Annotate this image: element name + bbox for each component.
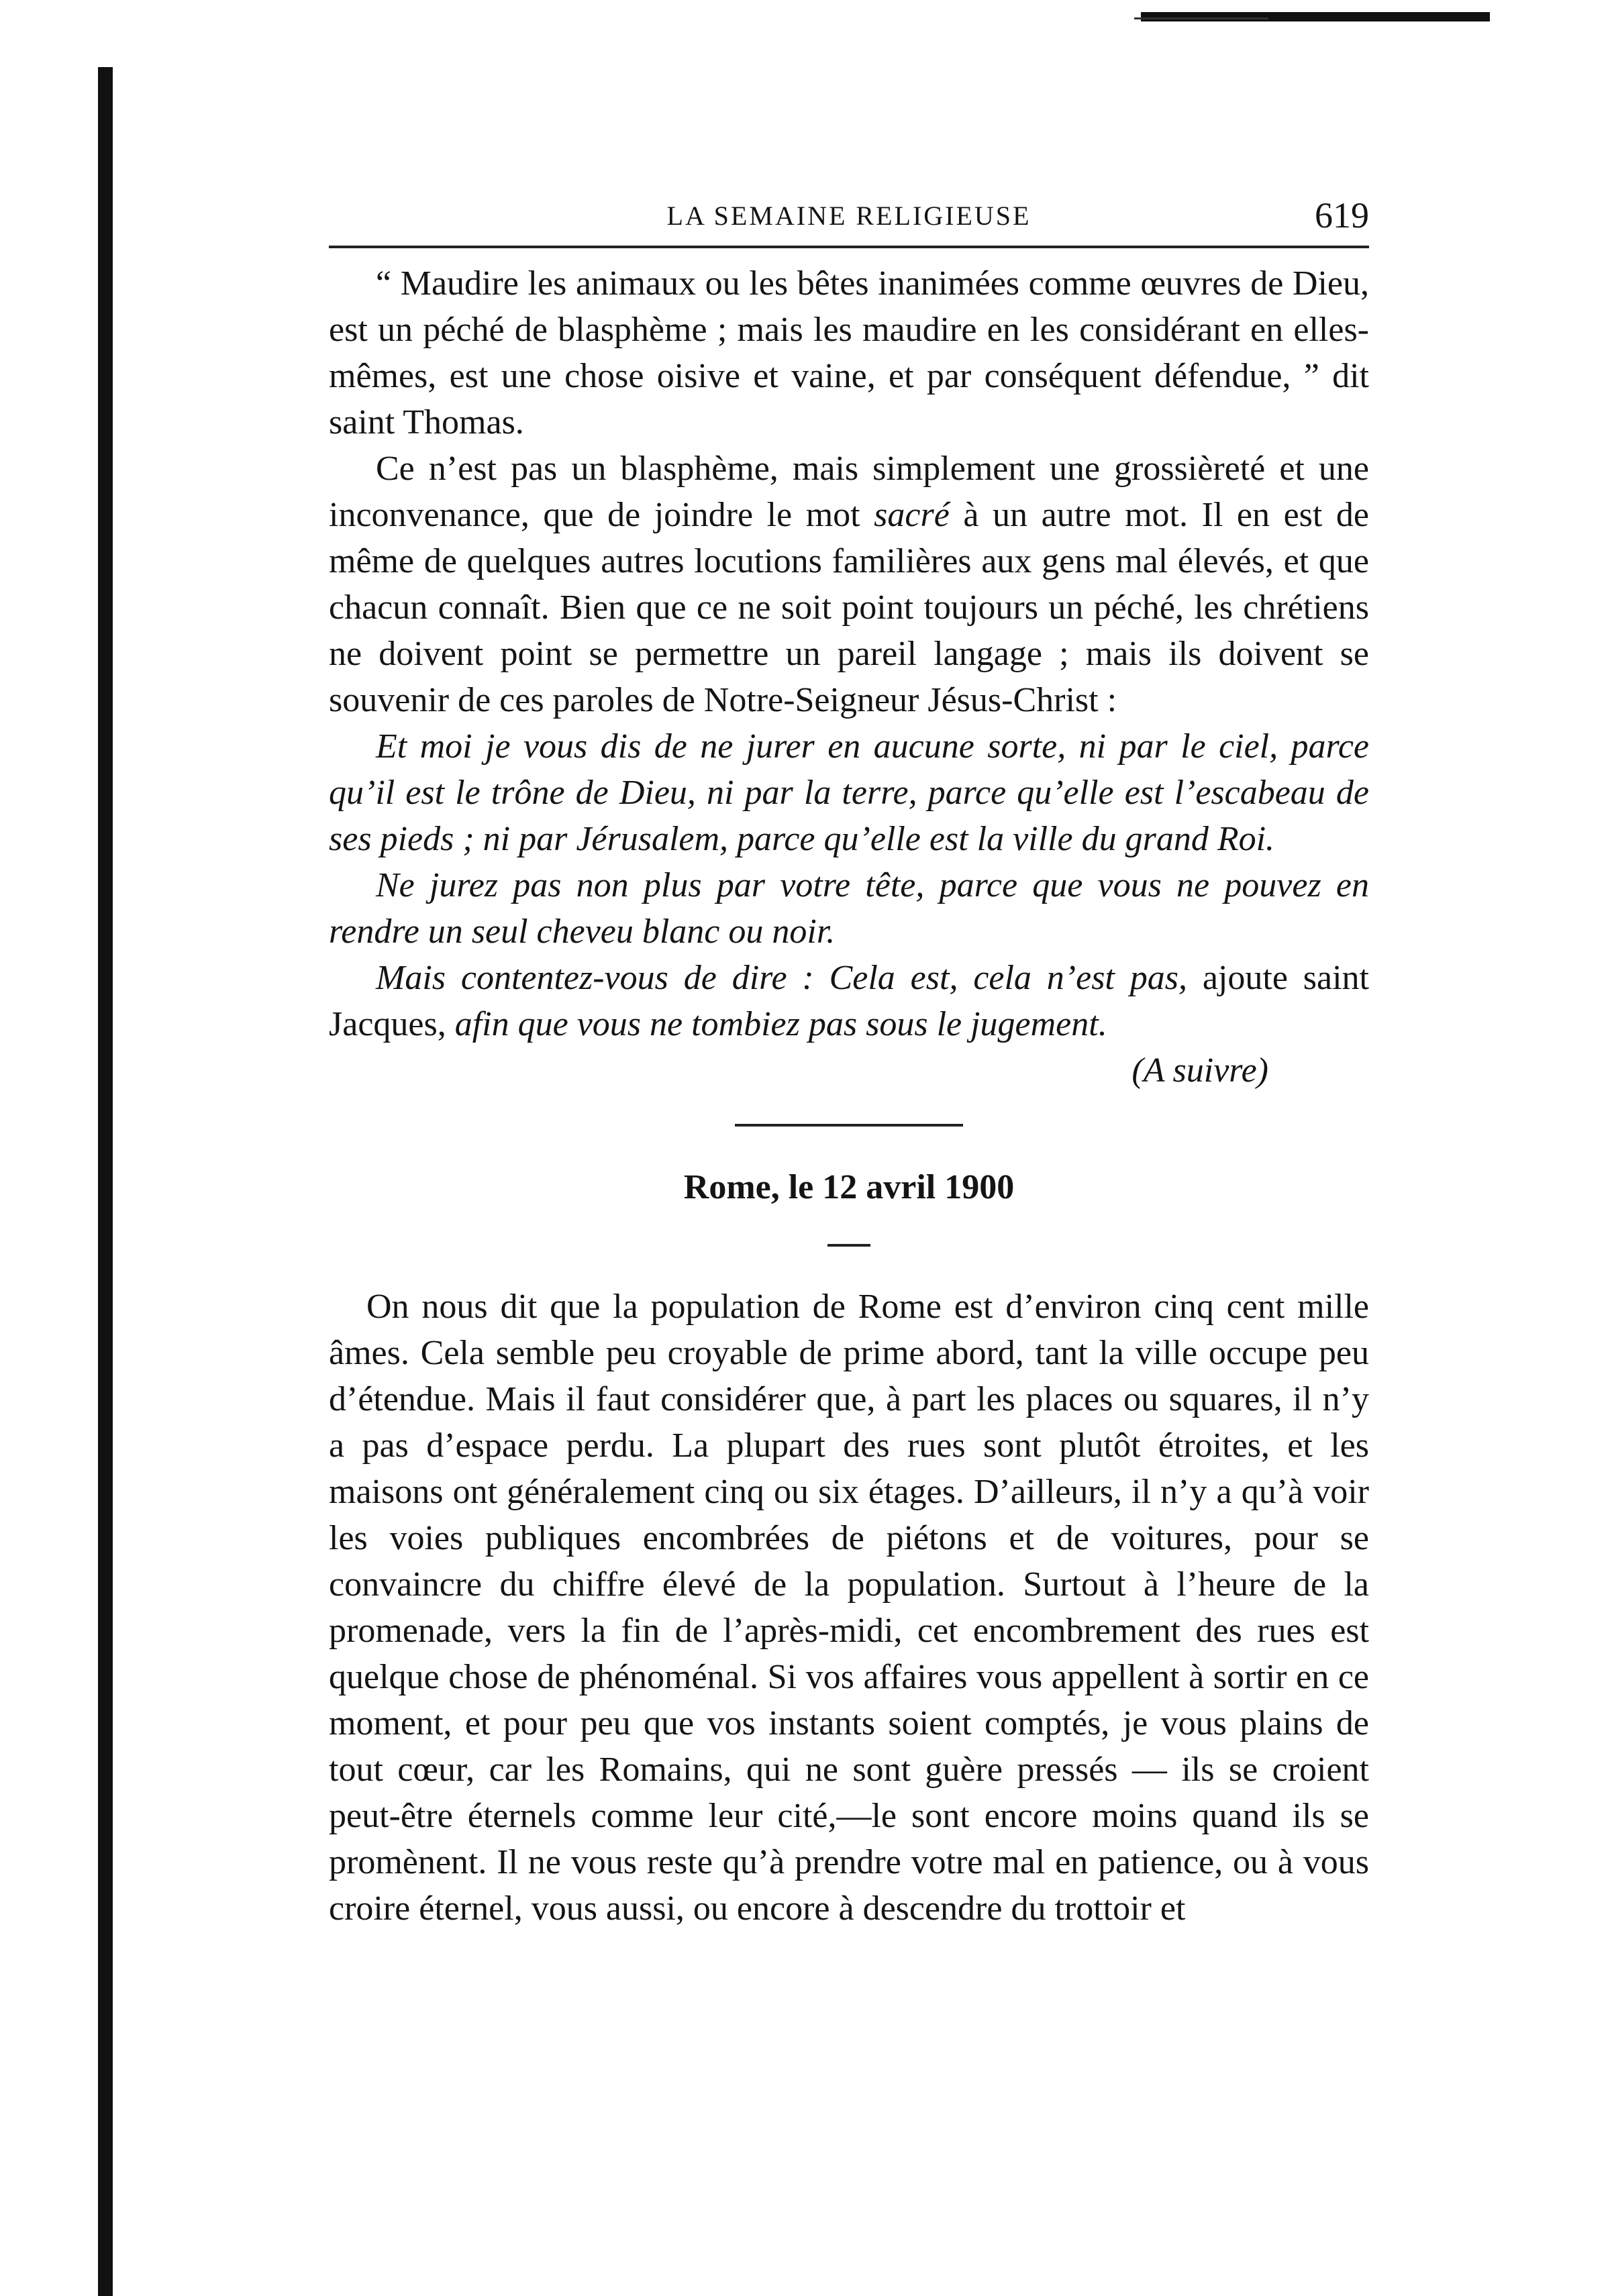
running-head — [329, 188, 1369, 242]
scan-edge-mark — [1141, 12, 1490, 21]
scan-edge-line — [1134, 17, 1268, 19]
to-be-continued: (A suivre) — [1131, 1051, 1268, 1090]
italic-word-sacre: sacré — [874, 496, 950, 534]
section-divider — [735, 1124, 963, 1127]
header-rule — [329, 246, 1369, 248]
title-dash — [827, 1244, 870, 1247]
scripture-quote-3: Mais contentez-vous de dire : Cela est, cela n’est pas, — [376, 959, 1187, 997]
paragraph-saint-jacques — [329, 955, 1369, 1047]
attribution-saint-jacques: ajoute saint Jacques, — [329, 959, 1369, 1043]
scan-binding-shadow — [98, 67, 113, 2296]
book-page — [329, 188, 1369, 1932]
paragraph-inconvenance — [329, 446, 1369, 723]
scripture-quote-4: afin que vous ne tombiez pas sous le jugement. — [454, 1005, 1107, 1043]
paragraph-inconvenance-start: Ce n’est pas un blasphème, mais simplement une grossièreté et une inconvenance, que de joindre le mot — [329, 450, 1369, 534]
article-rome — [329, 1284, 1369, 1932]
scripture-quote-1: Et moi je vous dis de ne jurer en aucune sorte, ni par le ciel, parce qu’il est le trône de Dieu, ni par la terre, parce qu’elle est l’escabeau de ses pieds ; ni par Jérusalem, parce qu’elle est la ville du grand Roi. — [329, 727, 1369, 858]
running-title: LA SEMAINE RELIGIEUSE — [666, 201, 1032, 231]
scripture-quote-2: Ne jurez pas non plus par votre tête, parce que vous ne pouvez en rendre un seul cheveu blanc ou noir. — [329, 866, 1369, 951]
paragraph-inconvenance-end: à un autre mot. Il en est de même de quelques autres locutions familières aux gens mal élevés, et que chacun connaît. Bien que ce ne soit point toujours un péché, les chrétiens ne doivent point se permettre un pareil langage ; mais ils doivent se souvenir de ces paroles de Notre-Seigneur Jésus-Christ : — [329, 496, 1369, 719]
article-title-rome: Rome, le 12 avril 1900 — [683, 1168, 1015, 1206]
article-blasphemy — [329, 260, 1369, 1047]
page-number: 619 — [1315, 195, 1369, 236]
paragraph-rome-population: On nous dit que la population de Rome est d’environ cinq cent mille âmes. Cela semble peu croyable de prime abord, tant la ville occupe peu d’étendue. Mais il faut considérer que, à part les places ou squares, il n’y a pas d’espace perdu. La plupart des rues sont plutôt étroites, et les maisons ont généralement cinq ou six étages. D’ailleurs, il n’y a qu’à voir les voies publiques encombrées de piétons et de voitures, pour se convaincre du chiffre élevé de la population. Surtout à l’heure de la promenade, vers la fin de l’après-midi, cet encombrement des rues est quelque chose de phénoménal. Si vos affaires vous appellent à sortir en ce moment, et pour peu que vos instants soient comptés, je vous plains de tout cœur, car les Romains, qui ne sont guère pressés — ils se croient peut-être éternels comme leur cité,—le sont encore moins quand ils se promènent. Il ne vous reste qu’à prendre votre mal en patience, ou à vous croire éternel, vous aussi, ou encore à descendre du trottoir et — [329, 1288, 1369, 1928]
paragraph-quote-thomas: “ Maudire les animaux ou les bêtes inanimées comme œuvres de Dieu, est un péché de blasphème ; mais les maudire en les considérant en elles-mêmes, est une chose oisive et vaine, et par conséquent défendue, ” dit saint Thomas. — [329, 264, 1369, 441]
